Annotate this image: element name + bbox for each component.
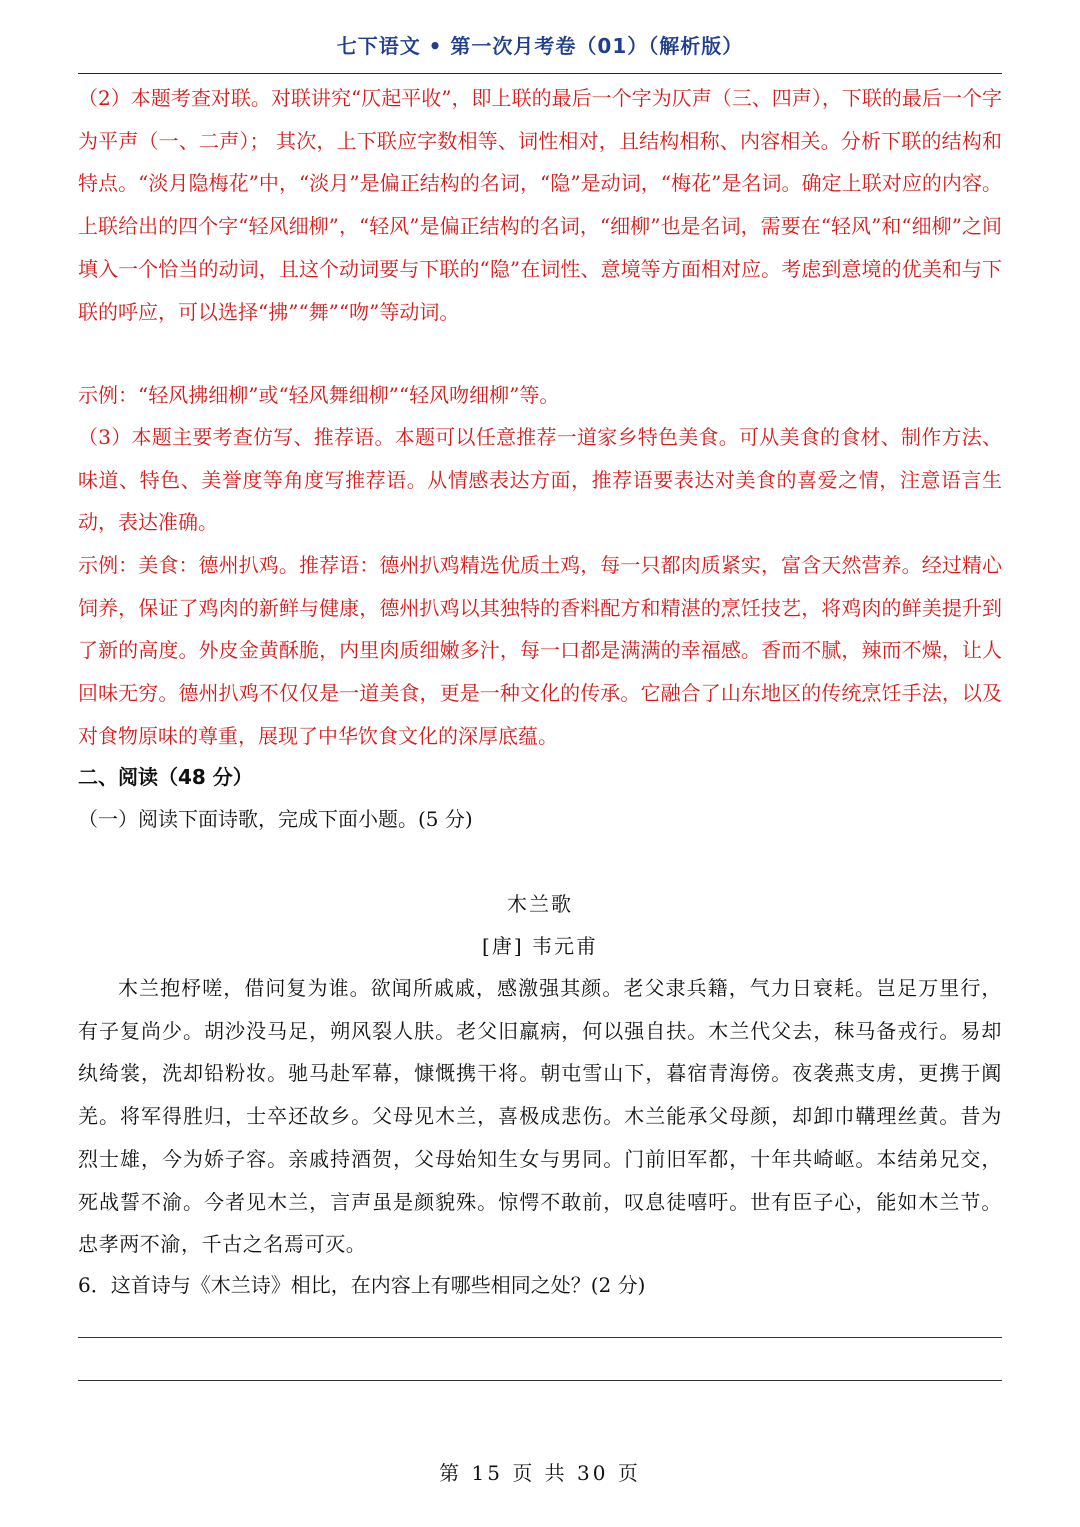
reading-section-heading: 二、阅读（48 分） xyxy=(78,765,253,789)
answer-line[interactable] xyxy=(78,1337,1002,1338)
page-number-footer: 第 15 页 共 30 页 xyxy=(439,1461,641,1485)
poem-author: [唐] 韦元甫 xyxy=(482,934,598,958)
poem-body: 木兰抱杼嗟，借问复为谁。欲闻所戚戚，感激强其颜。老父隶兵籍，气力日衰耗。岂足万里行，有子复尚少。胡沙没马足，朔风裂人肤。老父旧羸病，何以强自扶。木兰代父去，秣马备戎行。易却纨绮裳，洗却铅粉妆。驰马赴军幕，慷慨携干将。朝屯雪山下，暮宿青海傍。夜袭燕支虏，更携于阗羌。将军得胜归，士卒还故乡。父母见木兰，喜极成悲伤。木兰能承父母颜，却卸巾鞲理丝黄。昔为烈士雄，今为娇子容。亲戚持酒贺，父母始知生女与男同。门前旧军都，十年共崎岖。本结弟兄交，死战誓不渝。今者见木兰，言声虽是颜貌殊。惊愕不敢前，叹息徒嘻吁。世有臣子心，能如木兰节。忠孝两不渝，千古之名焉可灭。 xyxy=(78,976,1002,1257)
answer-line[interactable] xyxy=(78,1380,1002,1381)
header-rule xyxy=(78,73,1002,74)
poem-title: 木兰歌 xyxy=(507,892,573,916)
reading-sub-heading: （一）阅读下面诗歌，完成下面小题。(5 分) xyxy=(78,807,473,831)
page-header-title: 七下语文 • 第一次月考卷（01）（解析版） xyxy=(336,34,744,58)
answer-part-3: （3）本题主要考查仿写、推荐语。本题可以任意推荐一道家乡特色美食。可从美食的食材、制作方法、味道、特色、美誉度等角度写推荐语。从情感表达方面，推荐语要表达对美食的喜爱之情，注意语言生动，表达准确。 xyxy=(78,425,1002,535)
answer-part-3-example: 示例：美食：德州扒鸡。推荐语：德州扒鸡精选优质土鸡，每一只都肉质紧实，富含天然营养。经过精心饲养，保证了鸡肉的新鲜与健康，德州扒鸡以其独特的香料配方和精湛的烹饪技艺，将鸡肉的鲜美提升到了新的高度。外皮金黄酥脆，内里肉质细嫩多汁，每一口都是满满的幸福感。香而不腻，辣而不燥，让人回味无穷。德州扒鸡不仅仅是一道美食，更是一种文化的传承。它融合了山东地区的传统烹饪手法，以及对食物原味的尊重，展现了中华饮食文化的深厚底蕴。 xyxy=(78,553,1002,748)
answer-part-2: （2）本题考查对联。对联讲究“仄起平收”，即上联的最后一个字为仄声（三、四声），下联的最后一个字为平声（一、二声）； 其次，上下联应字数相等、词性相对，且结构相称、内容相关。分析下联的结构和特点。“淡月隐梅花”中，“淡月”是偏正结构的名词，“隐”是动词，“梅花”是名词。确定上联对应的内容。上联给出的四个字“轻风细柳”，“轻风”是偏正结构的名词，“细柳”也是名词，需要在“轻风”和“细柳”之间填入一个恰当的动词，且这个动词要与下联的“隐”在词性、意境等方面相对应。考虑到意境的优美和与下联的呼应，可以选择“拂”“舞”“吻”等动词。 xyxy=(78,86,1002,324)
question-6: 6．这首诗与《木兰诗》相比，在内容上有哪些相同之处？(2 分) xyxy=(78,1273,646,1297)
answer-part-2-example: 示例：“轻风拂细柳”或“轻风舞细柳”“轻风吻细柳”等。 xyxy=(78,383,560,407)
